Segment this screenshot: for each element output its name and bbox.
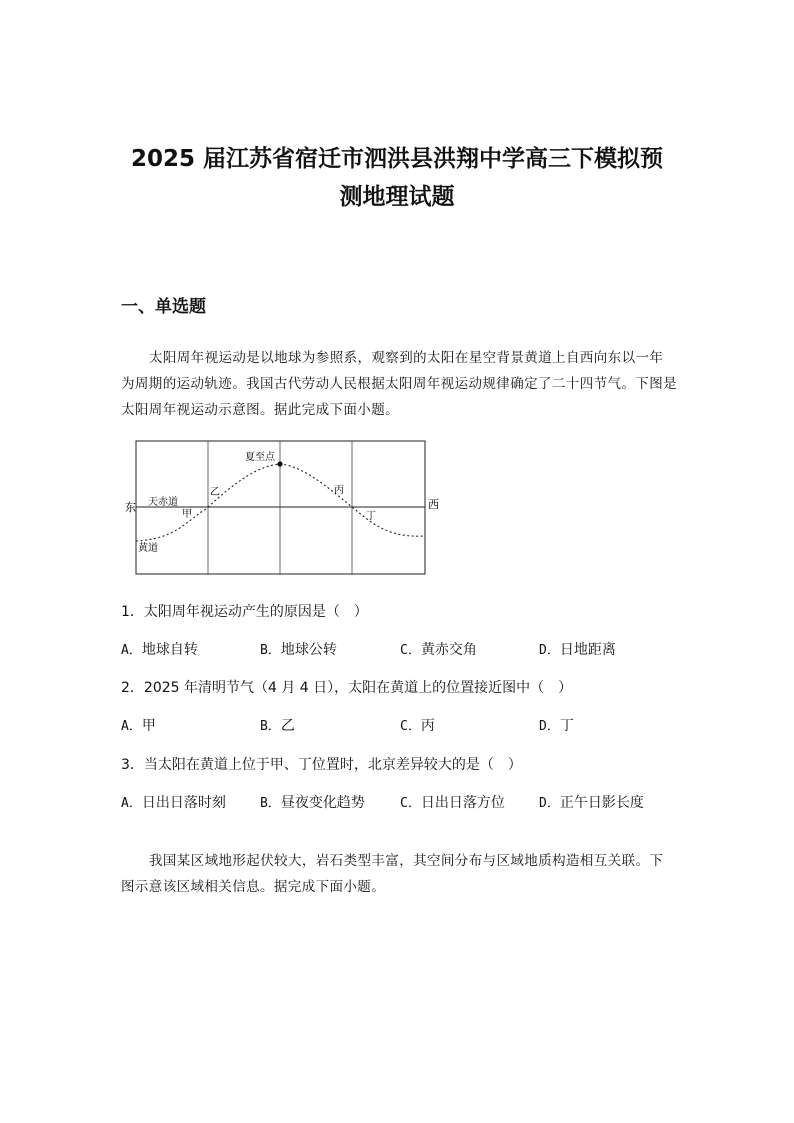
document-title bbox=[100, 140, 694, 216]
section-heading: 一、单选题 bbox=[121, 297, 206, 317]
q2-option-a[interactable]: A．甲 bbox=[121, 718, 156, 734]
label-east: 东 bbox=[125, 501, 136, 514]
passage-region: 我国某区域地形起伏较大，岩石类型丰富，其空间分布与区域地质构造相互关联。下图示意该区域相关信息。据完成下面小题。 bbox=[121, 853, 664, 895]
q3-option-b[interactable]: B．昼夜变化趋势 bbox=[260, 795, 365, 811]
passage-intro: 太阳周年视运动是以地球为参照系，观察到的太阳在星空背景黄道上自西向东以一年为周期的运动轨迹。我国古代劳动人民根据太阳周年视运动规律确定了二十四节气。下图是太阳周年视运动示意图。据此完成下面小题。 bbox=[121, 350, 677, 418]
label-jia: 甲 bbox=[182, 509, 192, 520]
label-celestial-equator: 天赤道 bbox=[148, 497, 178, 508]
q1-option-c[interactable]: C．黄赤交角 bbox=[400, 642, 477, 658]
q2-option-b[interactable]: B．乙 bbox=[260, 718, 295, 734]
question-2-options bbox=[121, 716, 681, 736]
question-3-options bbox=[121, 793, 681, 813]
question-1-options bbox=[121, 640, 681, 660]
q3-option-c[interactable]: C．日出日落方位 bbox=[400, 795, 505, 811]
question-3-stem: 3．当太阳在黄道上位于甲、丁位置时，北京差异较大的是（ ） bbox=[121, 757, 522, 773]
q1-option-b[interactable]: B．地球公转 bbox=[260, 642, 337, 658]
q3-option-d[interactable]: D．正午日影长度 bbox=[539, 795, 644, 811]
q2-option-c[interactable]: C．丙 bbox=[400, 718, 435, 734]
label-ecliptic: 黄道 bbox=[138, 543, 158, 554]
label-west: 西 bbox=[428, 498, 439, 511]
label-bing: 丙 bbox=[334, 485, 344, 496]
summer-solstice-point bbox=[277, 461, 282, 466]
label-yi: 乙 bbox=[210, 487, 220, 498]
q1-option-a[interactable]: A．地球自转 bbox=[121, 642, 198, 658]
figure-diagram bbox=[118, 436, 448, 578]
q3-option-a[interactable]: A．日出日落时刻 bbox=[121, 795, 226, 811]
q1-option-d[interactable]: D．日地距离 bbox=[539, 642, 616, 658]
title-line-2: 测地理试题 bbox=[339, 184, 455, 210]
question-2-stem: 2．2025 年清明节气（4 月 4 日），太阳在黄道上的位置接近图中（ ） bbox=[121, 680, 573, 696]
q2-option-d[interactable]: D．丁 bbox=[539, 718, 574, 734]
title-line-1: 2025 届江苏省宿迁市泗洪县洪翔中学高三下模拟预 bbox=[130, 146, 664, 172]
ecliptic-curve bbox=[136, 464, 425, 541]
sun-annual-motion-figure bbox=[118, 436, 448, 582]
label-summer-solstice: 夏至点 bbox=[245, 452, 275, 463]
question-1-stem: 1．太阳周年视运动产生的原因是（ ） bbox=[121, 604, 368, 620]
label-ding: 丁 bbox=[366, 511, 376, 522]
